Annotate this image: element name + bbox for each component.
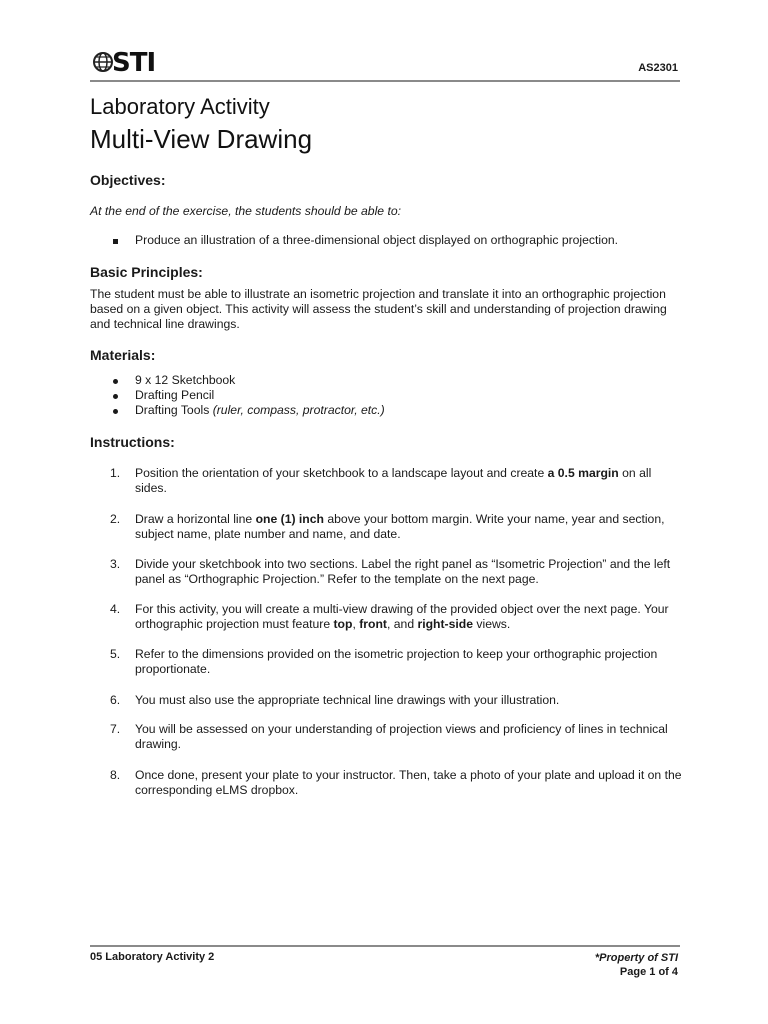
instruction-item [110,647,682,677]
instruction-number: 3. [110,557,121,571]
footer-info [595,951,678,979]
principles-text: The student must be able to illustrate an isometric projection and translate it into an orthographic projection based on a given object. This activity will assess the student’s skill and understanding of projection drawing and technical line drawings. [90,287,667,331]
material-text: Drafting Pencil [135,388,215,402]
objectives-heading: Objectives: [90,172,166,188]
footer-divider [90,945,680,947]
instruction-number: 8. [110,768,121,782]
page-title: Multi-View Drawing [90,124,313,154]
footer-activity-label: 05 Laboratory Activity 2 [90,951,215,963]
instruction-item [110,693,682,708]
instruction-text: Refer to the dimensions provided on the isometric projection to keep your orthographic projection proportionate. [135,647,658,676]
bullet-icon [113,379,118,384]
instruction-text: You will be assessed on your understanding of projection views and proficiency of lines in technical drawing. [135,722,668,751]
bullet-icon [113,409,118,414]
globe-icon [92,49,114,75]
instruction-item [110,768,682,798]
document-code: AS2301 [638,62,678,74]
instruction-number: 6. [110,693,121,707]
material-item [113,388,214,403]
instruction-text: Divide your sketchbook into two sections. Label the right panel as “Isometric Projection” and the left panel as “Orthographic Projection.” Refer to the template on the next page. [135,557,671,586]
instruction-item [110,557,682,587]
logo-wordmark: STI [112,48,156,78]
property-notice: *Property of STI [594,952,678,964]
material-note: (ruler, compass, protractor, etc.) [212,403,385,417]
page-number: Page 1 of 4 [619,966,678,978]
instruction-number: 4. [110,602,121,616]
square-bullet-icon [113,239,118,244]
instruction-text: You must also use the appropriate technical line drawings with your illustration. [135,693,560,707]
instruction-number: 1. [110,466,121,480]
instruction-number: 7. [110,722,121,736]
instructions-heading: Instructions: [90,434,175,450]
instruction-text: Once done, present your plate to your instructor. Then, take a photo of your plate and upload it on the corresponding eLMS dropbox. [135,768,682,797]
bullet-icon [113,394,118,399]
instruction-number: 5. [110,647,121,661]
principles-heading: Basic Principles: [90,264,203,280]
materials-heading: Materials: [90,347,156,363]
instruction-item [110,466,682,496]
lab-title: Laboratory Activity [90,94,270,119]
instruction-text: For this activity, you will create a multi-view drawing of the provided object over the next page. Your orthographic projection must feature top, front, and right-side views. [135,602,669,631]
instruction-item [110,512,682,542]
objective-text: Produce an illustration of a three-dimensional object displayed on orthographic projection. [135,233,619,247]
instruction-text: Draw a horizontal line one (1) inch above your bottom margin. Write your name, year and section, subject name, plate number and name, and date. [135,512,665,541]
instruction-item [110,602,682,632]
objectives-intro: At the end of the exercise, the students should be able to: [90,204,401,218]
material-item [113,373,235,388]
instruction-text: Position the orientation of your sketchbook to a landscape layout and create a 0.5 margin on all sides. [135,466,652,495]
objective-item [113,233,618,248]
material-item [113,403,385,418]
material-text: Drafting Tools [135,403,213,417]
instruction-item [110,722,682,752]
header-divider [90,80,680,82]
sti-logo [92,47,156,78]
material-text: 9 x 12 Sketchbook [135,373,236,387]
instruction-number: 2. [110,512,121,526]
